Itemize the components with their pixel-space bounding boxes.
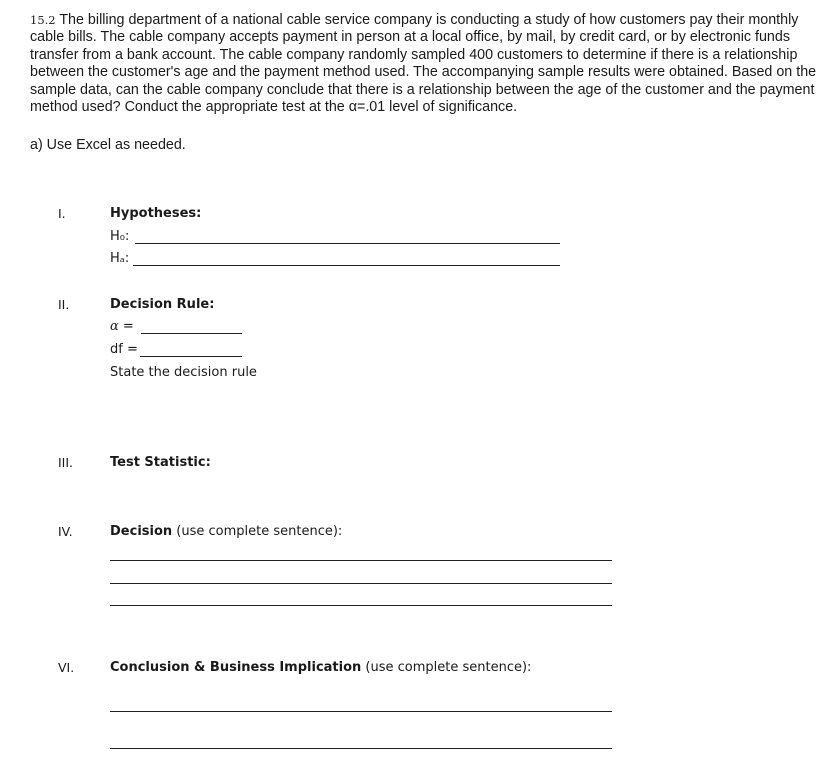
- section-numeral-conclusion: VI.: [58, 660, 75, 675]
- problem-number: 15.2: [30, 13, 56, 27]
- decision-answer-line-2[interactable]: [110, 583, 612, 584]
- conclusion-title: Conclusion & Business Implication: [110, 660, 362, 675]
- decision-answer-line-1[interactable]: [110, 560, 612, 561]
- problem-statement: [30, 12, 822, 116]
- test-statistic-heading: [110, 455, 211, 470]
- section-numeral-decision: IV.: [58, 524, 73, 539]
- df-answer-line[interactable]: [140, 356, 242, 357]
- alt-hypothesis-answer-line[interactable]: [133, 265, 560, 266]
- hypotheses-heading: [110, 206, 201, 221]
- section-numeral-test-statistic: III.: [58, 455, 74, 470]
- test-statistic-title: Test Statistic:: [110, 455, 211, 470]
- hypotheses-title: Hypotheses:: [110, 206, 202, 221]
- decision-answer-line-3[interactable]: [110, 605, 612, 606]
- alpha-symbol: α: [110, 319, 119, 334]
- alt-hypothesis-label: Hₐ:: [110, 251, 130, 266]
- problem-text: The billing department of a national cable service company is conducting a study of how customers pay their monthly cable bills. The cable company accepts payment in person at a local office, by mail, by credit card, or by electronic funds transfer from a bank account. The cable company randomly sampled 400 customers to determine if there is a relationship between the customer's age and the payment method used. The accompanying sample results were obtained. Based on the sample data, can the cable company conclude that there is a relationship between the age of the customer and the payment method used? Conduct the appropriate test at the α=.01 level of significance.: [30, 12, 817, 116]
- alpha-label: [110, 319, 134, 334]
- state-decision-rule-text: State the decision rule: [110, 365, 257, 380]
- alpha-equals: =: [122, 319, 134, 334]
- df-label: df =: [110, 342, 138, 357]
- decision-heading: [110, 524, 342, 539]
- decision-rule-title: Decision Rule:: [110, 297, 215, 312]
- decision-rule-heading: [110, 297, 214, 312]
- conclusion-heading: [110, 660, 531, 675]
- section-numeral-hypotheses: I.: [58, 206, 66, 221]
- decision-title: Decision: [110, 524, 173, 539]
- null-hypothesis-answer-line[interactable]: [135, 243, 560, 244]
- decision-note: (use complete sentence):: [176, 524, 343, 539]
- conclusion-answer-line-1[interactable]: [110, 711, 612, 712]
- conclusion-answer-line-2[interactable]: [110, 748, 612, 749]
- section-numeral-decision-rule: II.: [58, 297, 70, 312]
- conclusion-note: (use complete sentence):: [365, 660, 532, 675]
- alpha-answer-line[interactable]: [141, 333, 242, 334]
- null-hypothesis-label: H₀:: [110, 229, 130, 244]
- part-a-instruction: a) Use Excel as needed.: [30, 137, 186, 153]
